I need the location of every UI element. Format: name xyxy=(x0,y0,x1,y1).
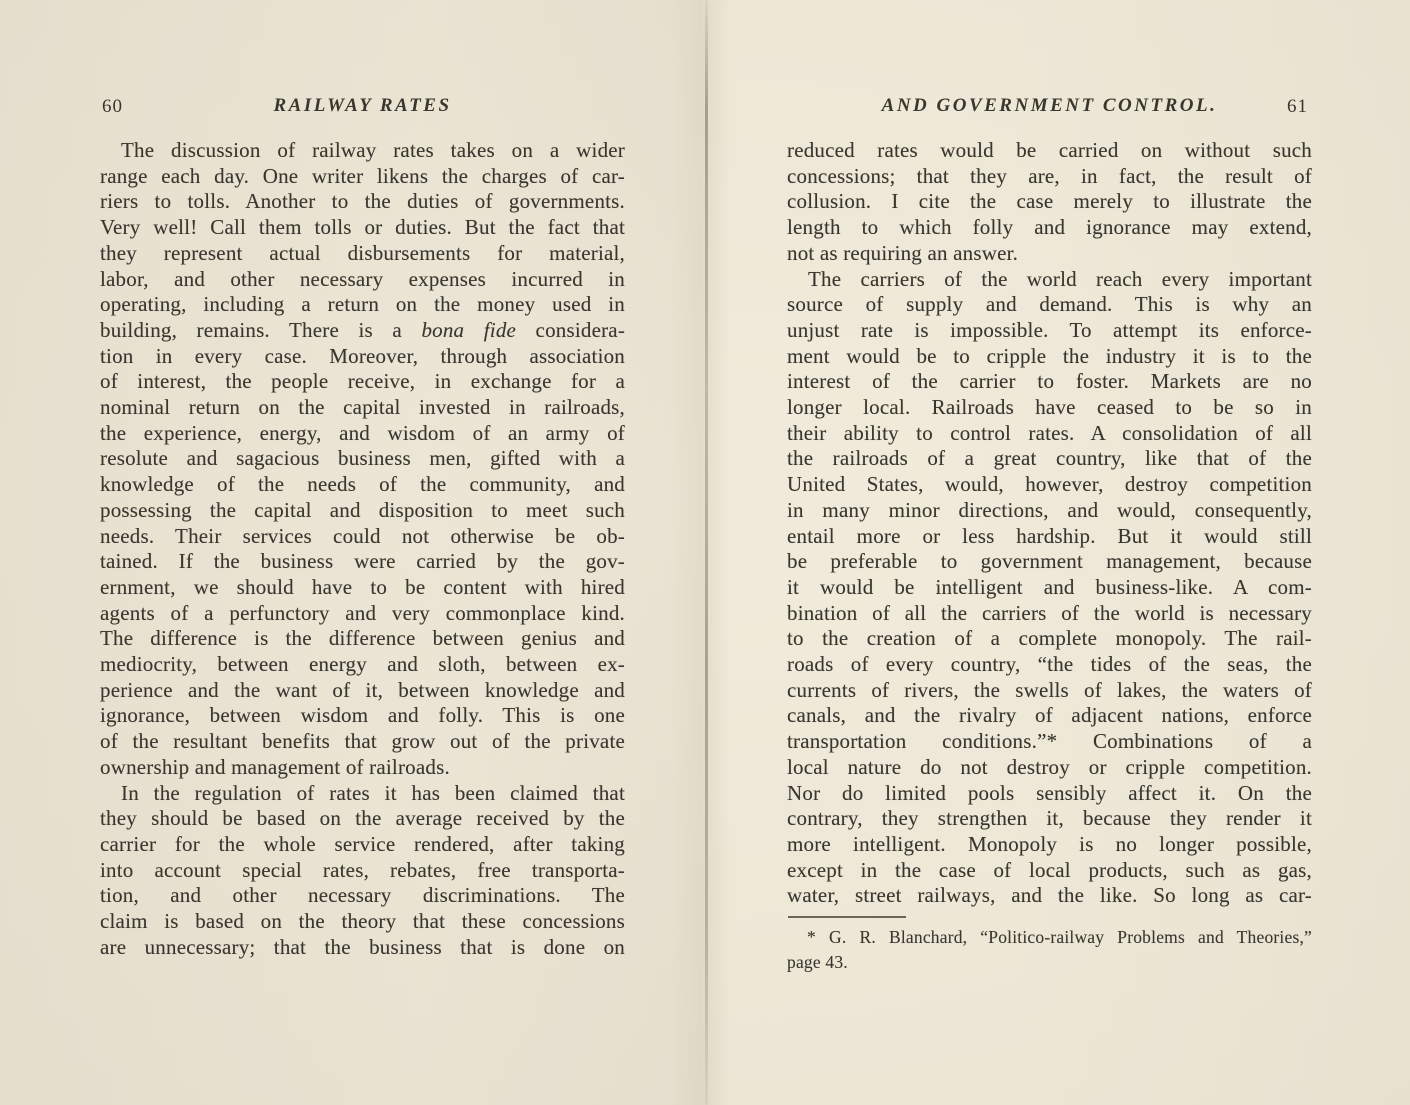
text-line: are unnecessary; that the business that is done on xyxy=(100,934,625,959)
text-line: entail more or less hardship. But it would still xyxy=(787,523,1312,548)
left-page-header xyxy=(100,95,625,120)
text-line: they represent actual disbursements for material, xyxy=(100,240,625,265)
text-line: more intelligent. Monopoly is no longer possible, xyxy=(787,831,1312,856)
text-line: interest of the carrier to foster. Markets are no xyxy=(787,369,1312,394)
right-page-number: 61 xyxy=(1287,96,1308,117)
paragraph xyxy=(787,925,1312,975)
paragraph xyxy=(100,781,625,961)
text-line: roads of every country, “the tides of the seas, the xyxy=(787,652,1312,677)
text-line: page 43. xyxy=(787,952,848,973)
text-line: canals, and the rivalry of adjacent nations, enforce xyxy=(787,703,1312,728)
text-line: length to which folly and ignorance may extend, xyxy=(787,215,1312,240)
text-line: resolute and sagacious business men, gifted with a xyxy=(100,446,625,471)
text-line: riers to tolls. Another to the duties of governments. xyxy=(100,189,625,214)
text-line: ernment, we should have to be content with hired xyxy=(100,574,625,599)
text-line: ownership and management of railroads. xyxy=(100,754,450,779)
text-line: possessing the capital and disposition to meet such xyxy=(100,497,625,522)
text-line: ignorance, between wisdom and folly. This is one xyxy=(100,703,625,728)
right-page xyxy=(787,95,1312,975)
text-line: their ability to control rates. A consolidation of all xyxy=(787,420,1312,445)
text-line: building, remains. There is a bona fide considera- xyxy=(100,317,626,342)
text-line: not as requiring an answer. xyxy=(787,240,1019,265)
text-line: water, street railways, and the like. So long as car- xyxy=(787,883,1312,908)
right-running-head: AND GOVERNMENT CONTROL. xyxy=(881,95,1218,116)
paragraph xyxy=(787,267,1312,910)
left-page-number: 60 xyxy=(102,96,123,117)
text-line: ment would be to cripple the industry it is to the xyxy=(787,343,1312,368)
text-line: labor, and other necessary expenses incurred in xyxy=(100,266,625,291)
text-line: United States, would, however, destroy competition xyxy=(787,472,1312,497)
text-line: reduced rates would be carried on without such xyxy=(787,138,1312,162)
footnote-text xyxy=(787,925,1312,975)
text-line: knowledge of the needs of the community, and xyxy=(100,472,625,497)
text-line: collusion. I cite the case merely to illustrate the xyxy=(787,189,1312,214)
text-line: transportation conditions.”* Combinations of a xyxy=(787,729,1312,754)
text-line: contrary, they strengthen it, because they render it xyxy=(787,806,1312,831)
text-line: bination of all the carriers of the world is necessary xyxy=(787,600,1312,625)
text-line: of the resultant benefits that grow out of the private xyxy=(100,729,625,754)
text-line: tion in every case. Moreover, through association xyxy=(100,343,625,368)
footnote-rule xyxy=(788,916,906,918)
text-line: mediocrity, between energy and sloth, between ex- xyxy=(100,652,625,677)
text-line: they should be based on the average received by the xyxy=(100,806,625,831)
text-line: The difference is the difference between genius and xyxy=(100,626,625,651)
right-page-header xyxy=(787,95,1312,120)
right-page-text xyxy=(787,138,1312,909)
footnote xyxy=(787,916,1312,975)
text-line: the railroads of a great country, like that of the xyxy=(787,446,1312,471)
text-line: The carriers of the world reach every important xyxy=(808,266,1312,291)
text-line: in many minor directions, and would, consequently, xyxy=(787,497,1312,522)
paragraph xyxy=(787,138,1312,267)
text-line: operating, including a return on the money used in xyxy=(100,292,625,317)
text-line: currents of rivers, the swells of lakes, the waters of xyxy=(787,677,1312,702)
page-gutter-fold xyxy=(705,0,708,1105)
text-line: nominal return on the capital invested in railroads, xyxy=(100,395,625,420)
text-line: the experience, energy, and wisdom of an army of xyxy=(100,420,625,445)
left-page-text xyxy=(100,138,625,961)
text-line: it would be intelligent and business-like. A com- xyxy=(787,574,1312,599)
text-line: needs. Their services could not otherwise be ob- xyxy=(100,523,625,548)
text-line: Nor do limited pools sensibly affect it. On the xyxy=(787,780,1312,805)
text-line: tained. If the business were carried by the gov- xyxy=(100,549,625,574)
text-line: local nature do not destroy or cripple competition. xyxy=(787,754,1312,779)
text-line: be preferable to government management, because xyxy=(787,549,1312,574)
text-line: concessions; that they are, in fact, the result of xyxy=(787,163,1312,188)
text-line: into account special rates, rebates, free transporta- xyxy=(100,857,625,882)
text-line: carrier for the whole service rendered, after taking xyxy=(100,831,625,856)
left-page xyxy=(100,95,625,961)
text-line: to the creation of a complete monopoly. The rail- xyxy=(787,626,1312,651)
text-line: The discussion of railway rates takes on a wider xyxy=(121,138,625,162)
text-line: Very well! Call them tolls or duties. But the fact that xyxy=(100,215,625,240)
text-line: agents of a perfunctory and very commonplace kind. xyxy=(100,600,625,625)
text-line: tion, and other necessary discriminations. The xyxy=(100,883,625,908)
text-line: claim is based on the theory that these concessions xyxy=(100,909,625,934)
text-line: longer local. Railroads have ceased to be so in xyxy=(787,395,1312,420)
text-line: source of supply and demand. This is why an xyxy=(787,292,1312,317)
left-running-head: RAILWAY RATES xyxy=(273,95,452,116)
paragraph xyxy=(100,138,625,781)
text-line: of interest, the people receive, in exchange for a xyxy=(100,369,625,394)
text-line: In the regulation of rates it has been claimed that xyxy=(121,780,625,805)
text-line: * G. R. Blanchard, “Politico-railway Problems and Theories,” xyxy=(807,927,1312,948)
text-line: perience and the want of it, between knowledge and xyxy=(100,677,625,702)
text-line: range each day. One writer likens the charges of car- xyxy=(100,163,625,188)
text-line: except in the case of local products, such as gas, xyxy=(787,857,1312,882)
text-line: unjust rate is impossible. To attempt its enforce- xyxy=(787,317,1312,342)
